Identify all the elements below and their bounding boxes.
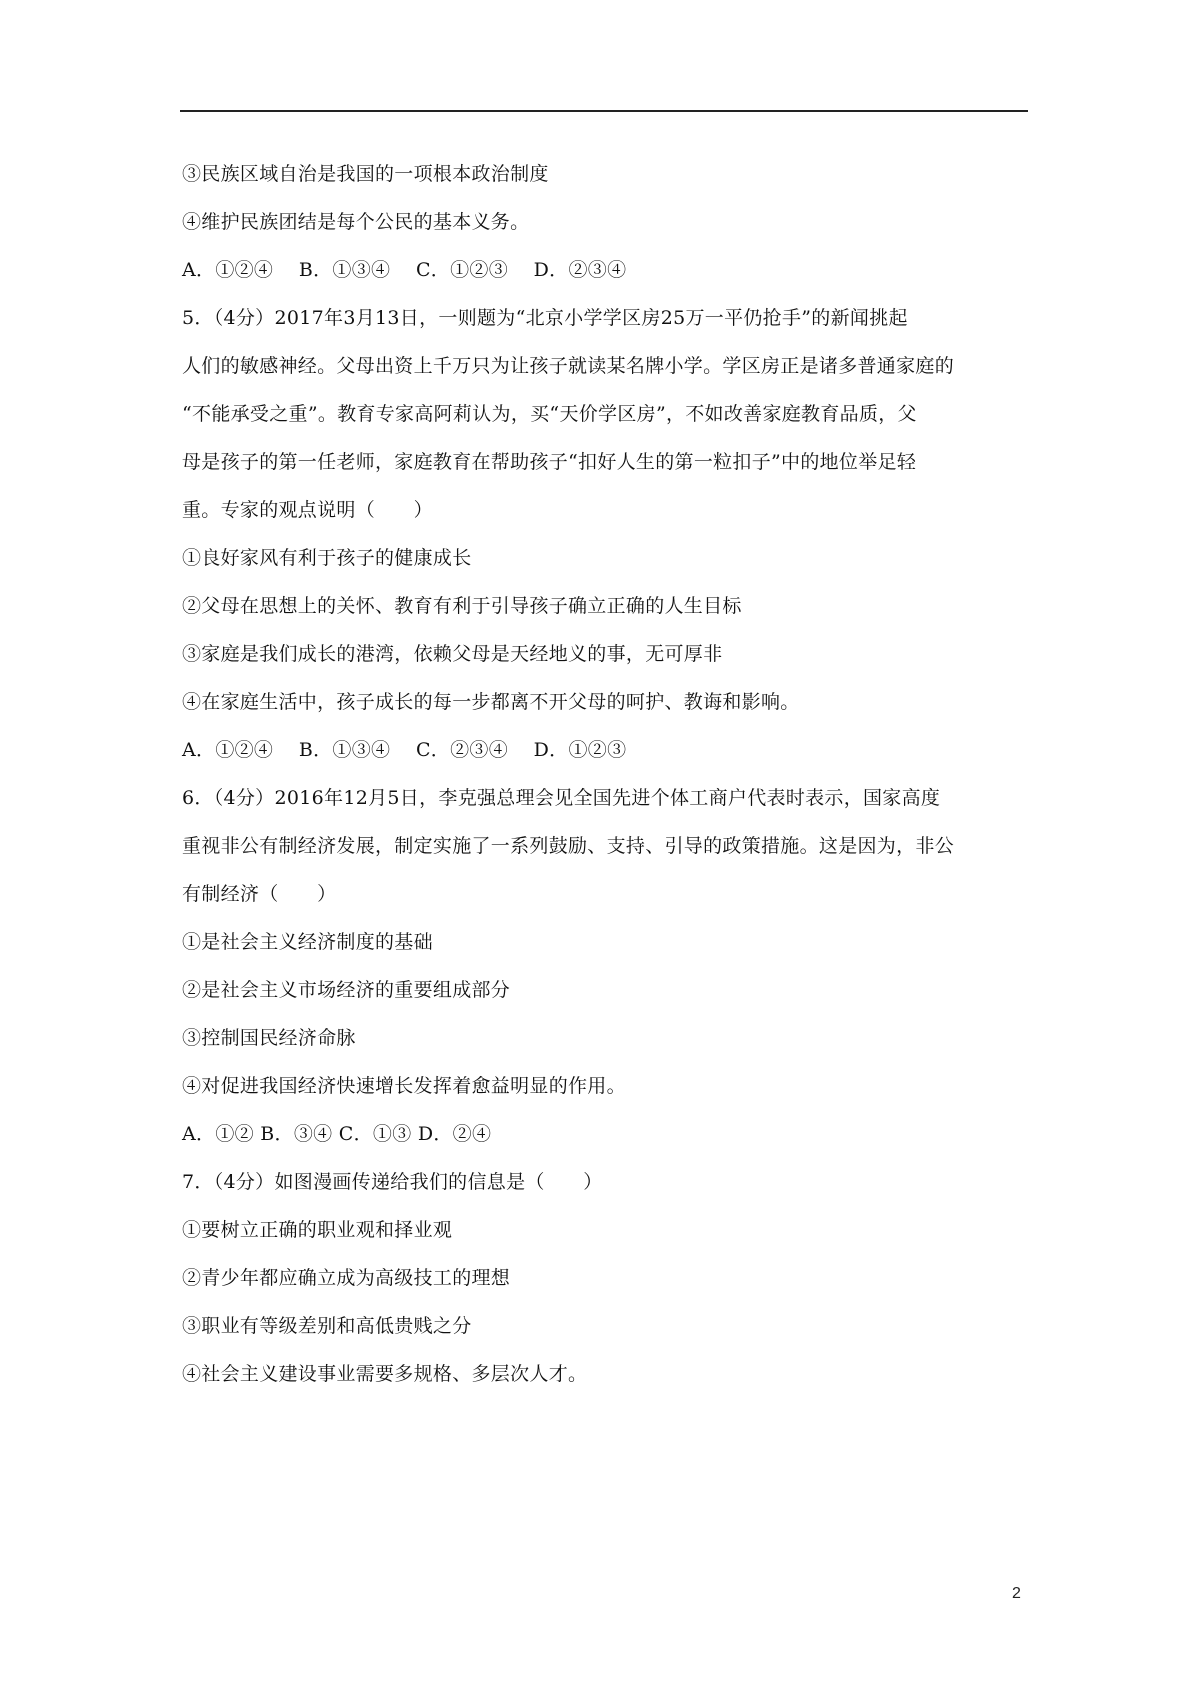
question-7-statement: ②青少年都应确立成为高级技工的理想	[182, 1267, 511, 1289]
question-5-stem: 母是孩子的第一任老师，家庭教育在帮助孩子“扣好人生的第一粒扣子”中的地位举足轻	[182, 451, 917, 473]
answer-options: A．①②④ B．①③④ C．②③④ D．①②③	[182, 739, 627, 761]
question-5-statement: ④在家庭生活中，孩子成长的每一步都离不开父母的呵护、教诲和影响。	[182, 691, 800, 713]
question-6-stem: 重视非公有制经济发展，制定实施了一系列鼓励、支持、引导的政策措施。这是因为，非公	[182, 835, 955, 857]
question-5-stem: 重。专家的观点说明（ ）	[182, 499, 433, 521]
question-5-stem: 5．（4分）2017年3月13日，一则题为“北京小学学区房25万一平仍抢手”的新闻挑起	[182, 307, 908, 329]
text-line: ④维护民族团结是每个公民的基本义务。	[182, 211, 530, 233]
question-6-statement: ②是社会主义市场经济的重要组成部分	[182, 979, 511, 1001]
answer-options: A．①②④ B．①③④ C．①②③ D．②③④	[182, 259, 627, 281]
question-7-statement: ③职业有等级差别和高低贵贱之分	[182, 1315, 472, 1337]
question-6-statement: ④对促进我国经济快速增长发挥着愈益明显的作用。	[182, 1075, 626, 1097]
question-6-statement: ①是社会主义经济制度的基础	[182, 931, 433, 953]
question-5-stem: 人们的敏感神经。父母出资上千万只为让孩子就读某名牌小学。学区房正是诸多普通家庭的	[182, 355, 955, 377]
question-5-stem: “不能承受之重”。教育专家高阿莉认为，买“天价学区房”，不如改善家庭教育品质，父	[182, 403, 917, 425]
question-6-stem: 有制经济（ ）	[182, 883, 337, 905]
header-rule	[180, 110, 1028, 112]
page-content	[182, 150, 1028, 1398]
page-number: 2	[1012, 1585, 1021, 1602]
question-6-statement: ③控制国民经济命脉	[182, 1027, 356, 1049]
question-7-statement: ①要树立正确的职业观和择业观	[182, 1219, 453, 1241]
question-7-statement: ④社会主义建设事业需要多规格、多层次人才。	[182, 1363, 588, 1385]
question-6-stem: 6．（4分）2016年12月5日，李克强总理会见全国先进个体工商户代表时表示，国家高度	[182, 787, 941, 809]
answer-options: A．①② B．③④ C．①③ D．②④	[182, 1123, 492, 1145]
question-5-statement: ①良好家风有利于孩子的健康成长	[182, 547, 472, 569]
question-5-statement: ③家庭是我们成长的港湾，依赖父母是天经地义的事，无可厚非	[182, 643, 723, 665]
text-line: ③民族区域自治是我国的一项根本政治制度	[182, 163, 549, 185]
question-5-statement: ②父母在思想上的关怀、教育有利于引导孩子确立正确的人生目标	[182, 595, 742, 617]
question-7-stem: 7．（4分）如图漫画传递给我们的信息是（ ）	[182, 1171, 603, 1193]
